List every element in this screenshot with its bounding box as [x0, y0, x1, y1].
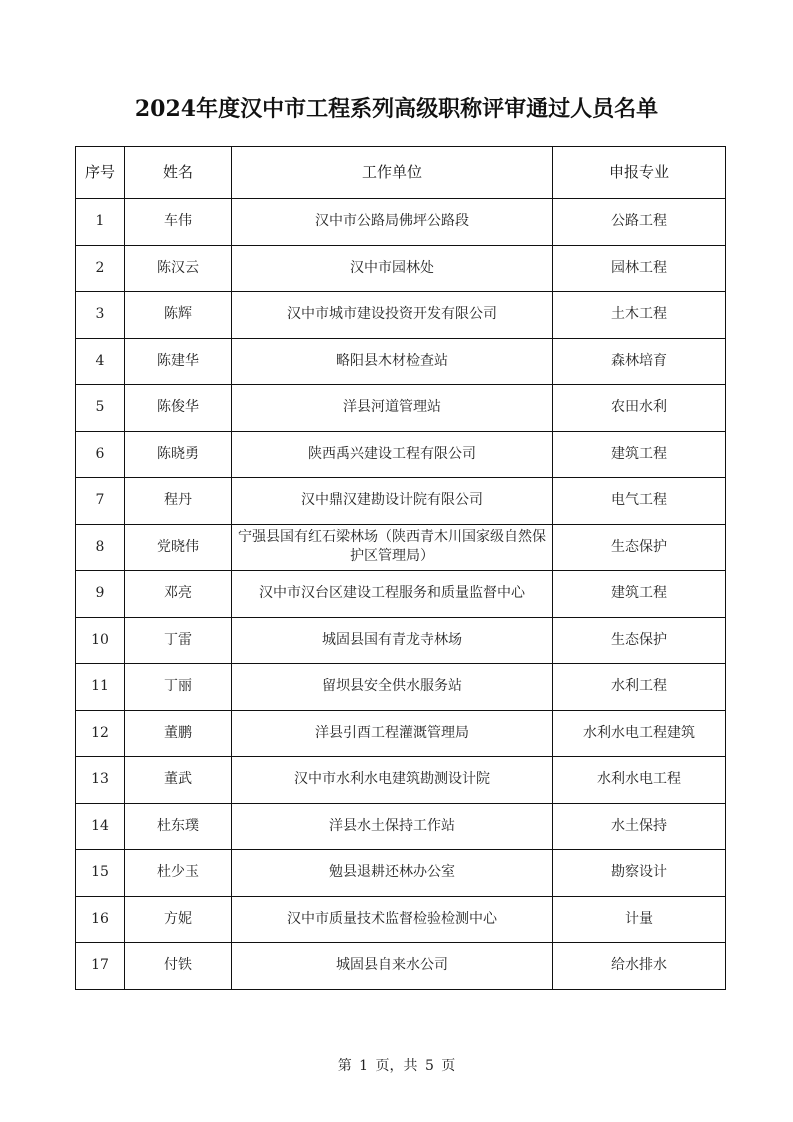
cell-unit: 汉中市汉台区建设工程服务和质量监督中心	[232, 571, 553, 618]
cell-name: 方妮	[125, 896, 232, 943]
table-row	[76, 338, 726, 385]
cell-name: 党晓伟	[125, 524, 232, 571]
table-row	[76, 571, 726, 618]
cell-no: 5	[76, 385, 125, 432]
cell-no: 13	[76, 757, 125, 804]
cell-unit: 汉中市城市建设投资开发有限公司	[232, 292, 553, 339]
cell-name: 董武	[125, 757, 232, 804]
cell-no: 16	[76, 896, 125, 943]
table-row	[76, 803, 726, 850]
roster-table	[75, 146, 726, 990]
cell-no: 12	[76, 710, 125, 757]
cell-name: 陈汉云	[125, 245, 232, 292]
document-title: 2024年度汉中市工程系列高级职称评审通过人员名单	[134, 96, 659, 122]
cell-name: 程丹	[125, 478, 232, 525]
page-indicator: 第 1 页，共 5 页	[337, 1058, 456, 1074]
cell-no: 14	[76, 803, 125, 850]
cell-no: 6	[76, 431, 125, 478]
table-row	[76, 385, 726, 432]
cell-major: 水土保持	[553, 803, 726, 850]
cell-major: 农田水利	[553, 385, 726, 432]
cell-no: 15	[76, 850, 125, 897]
cell-major: 建筑工程	[553, 431, 726, 478]
table-row	[76, 245, 726, 292]
table-row	[76, 617, 726, 664]
cell-name: 丁丽	[125, 664, 232, 711]
cell-no: 11	[76, 664, 125, 711]
cell-unit: 汉中市公路局佛坪公路段	[232, 199, 553, 246]
cell-name: 杜少玉	[125, 850, 232, 897]
cell-unit: 略阳县木材检查站	[232, 338, 553, 385]
cell-major: 公路工程	[553, 199, 726, 246]
cell-major: 建筑工程	[553, 571, 726, 618]
table-row	[76, 478, 726, 525]
cell-name: 付铁	[125, 943, 232, 990]
cell-major: 生态保护	[553, 524, 726, 571]
cell-no: 2	[76, 245, 125, 292]
cell-major: 电气工程	[553, 478, 726, 525]
table-row	[76, 710, 726, 757]
table-row	[76, 664, 726, 711]
cell-name: 陈辉	[125, 292, 232, 339]
table-row	[76, 850, 726, 897]
cell-no: 17	[76, 943, 125, 990]
cell-unit: 汉中市质量技术监督检验检测中心	[232, 896, 553, 943]
cell-unit: 勉县退耕还林办公室	[232, 850, 553, 897]
cell-name: 杜东璞	[125, 803, 232, 850]
cell-unit: 城固县国有青龙寺林场	[232, 617, 553, 664]
cell-no: 3	[76, 292, 125, 339]
cell-unit: 留坝县安全供水服务站	[232, 664, 553, 711]
header-serial-number: 序号	[76, 147, 125, 199]
cell-major: 森林培育	[553, 338, 726, 385]
cell-major: 水利水电工程建筑	[553, 710, 726, 757]
cell-unit: 洋县水土保持工作站	[232, 803, 553, 850]
cell-unit: 汉中市园林处	[232, 245, 553, 292]
header-work-unit: 工作单位	[232, 147, 553, 199]
cell-no: 9	[76, 571, 125, 618]
cell-name: 丁雷	[125, 617, 232, 664]
cell-no: 4	[76, 338, 125, 385]
cell-name: 邓亮	[125, 571, 232, 618]
table-row	[76, 943, 726, 990]
cell-major: 给水排水	[553, 943, 726, 990]
cell-major: 园林工程	[553, 245, 726, 292]
cell-unit: 城固县自来水公司	[232, 943, 553, 990]
cell-name: 董鹏	[125, 710, 232, 757]
header-name: 姓名	[125, 147, 232, 199]
cell-unit: 陕西禹兴建设工程有限公司	[232, 431, 553, 478]
cell-major: 水利水电工程	[553, 757, 726, 804]
cell-name: 车伟	[125, 199, 232, 246]
cell-no: 7	[76, 478, 125, 525]
cell-no: 1	[76, 199, 125, 246]
cell-major: 勘察设计	[553, 850, 726, 897]
cell-major: 水利工程	[553, 664, 726, 711]
header-major: 申报专业	[553, 147, 726, 199]
cell-name: 陈晓勇	[125, 431, 232, 478]
cell-major: 土木工程	[553, 292, 726, 339]
cell-major: 生态保护	[553, 617, 726, 664]
cell-no: 8	[76, 524, 125, 571]
cell-major: 计量	[553, 896, 726, 943]
table-row	[76, 524, 726, 571]
table-row	[76, 292, 726, 339]
cell-unit: 洋县引酉工程灌溉管理局	[232, 710, 553, 757]
cell-unit: 汉中市水利水电建筑勘测设计院	[232, 757, 553, 804]
table-row	[76, 199, 726, 246]
cell-unit: 宁强县国有红石梁林场（陕西青木川国家级自然保护区管理局）	[232, 524, 553, 571]
table-row	[76, 896, 726, 943]
table-row	[76, 431, 726, 478]
cell-unit: 汉中鼎汉建勘设计院有限公司	[232, 478, 553, 525]
cell-name: 陈俊华	[125, 385, 232, 432]
table-header-row	[76, 147, 726, 199]
cell-unit: 洋县河道管理站	[232, 385, 553, 432]
cell-name: 陈建华	[125, 338, 232, 385]
cell-no: 10	[76, 617, 125, 664]
table-row	[76, 757, 726, 804]
